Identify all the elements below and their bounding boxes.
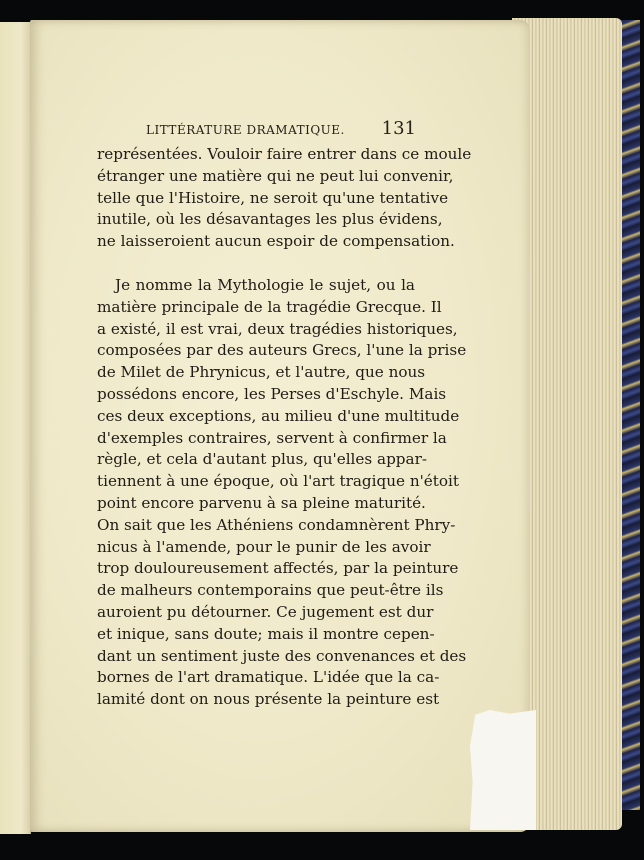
text-line: nicus à l'amende, pour le punir de les avoir: [97, 537, 431, 556]
text-line: ne laisseroient aucun espoir de compensation.: [97, 232, 455, 251]
text-line: tiennent à une époque, où l'art tragique n'étoit: [97, 472, 459, 491]
text-line: étranger une matière qui ne peut lui convenir,: [97, 166, 454, 185]
text-line: trop douloureusement affectés, par la peinture: [97, 559, 459, 578]
text-line: telle que l'Histoire, ne seroit qu'une tentative: [97, 188, 449, 207]
text-line: a existé, il est vrai, deux tragédies historiques,: [97, 319, 458, 338]
text-line: ces deux exceptions, au milieu d'une multitude: [97, 406, 460, 425]
page-header: [146, 118, 416, 141]
text-line: de Milet de Phrynicus, et l'autre, que nous: [97, 363, 426, 382]
text-line: auroient pu détourner. Ce jugement est dur: [97, 602, 434, 621]
text-line: Je nomme la Mythologie le sujet, ou la: [115, 275, 415, 294]
text-line: règle, et cela d'autant plus, qu'elles appar-: [97, 450, 427, 469]
text-line: On sait que les Athéniens condamnèrent Phry-: [97, 515, 456, 534]
text-line: dant un sentiment juste des convenances et des: [97, 646, 467, 665]
text-line: représentées. Vouloir faire entrer dans ce moule: [97, 145, 472, 163]
text-line: possédons encore, les Perses d'Eschyle. Mais: [97, 384, 447, 403]
text-line: et inique, sans doute; mais il montre cepen-: [97, 624, 435, 643]
text-line: bornes de l'art dramatique. L'idée que la ca-: [97, 668, 440, 687]
text-line: point encore parvenu à sa pleine maturité.: [97, 493, 426, 512]
paragraph-gap: [97, 253, 415, 275]
text-line: composées par des auteurs Grecs, l'une la prise: [97, 341, 467, 360]
facing-page-edge: [0, 22, 31, 834]
text-line: lamité dont on nous présente la peinture est: [97, 690, 440, 709]
body-text: [97, 144, 472, 711]
text-line: matière principale de la tragédie Grecque. Il: [97, 297, 442, 316]
paragraph-2: [97, 275, 467, 711]
text-line: de malheurs contemporains que peut-être ils: [97, 581, 444, 600]
page-number: 131: [381, 118, 416, 139]
text-line: d'exemples contraires, servent à confirmer la: [97, 428, 447, 447]
torn-corner: [470, 710, 536, 830]
running-title: LITTÉRATURE DRAMATIQUE.: [146, 123, 345, 137]
paragraph-1: [97, 144, 472, 253]
text-line: inutile, où les désavantages les plus évidens,: [97, 210, 443, 229]
